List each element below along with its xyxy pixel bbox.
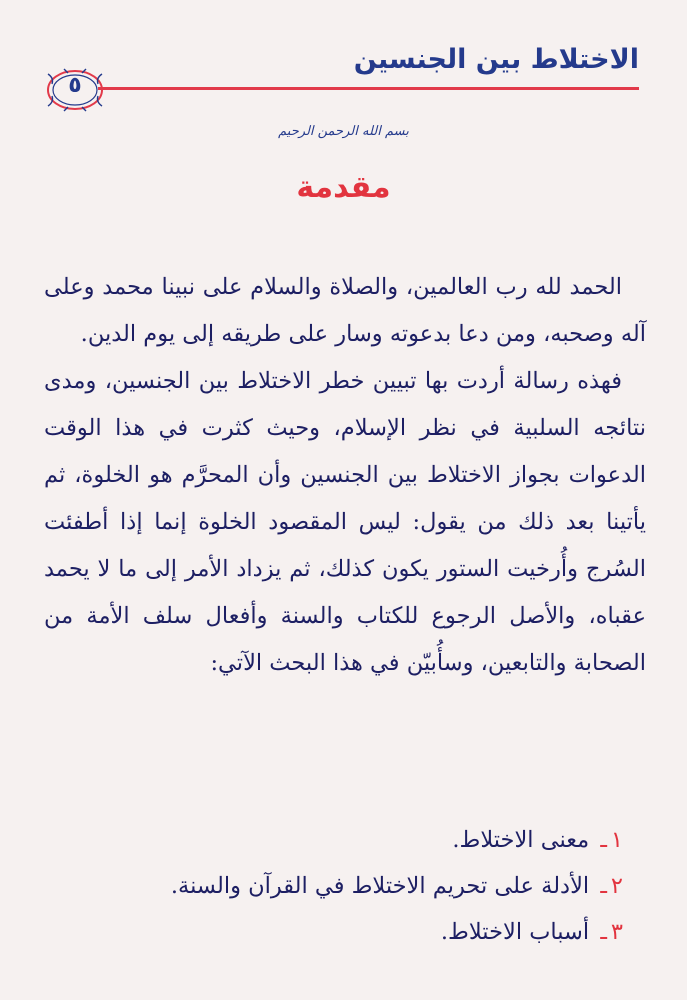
list-item [43,817,623,863]
paragraph: الحمد لله رب العالمين، والصلاة والسلام على نبينا محمد وعلى آله وصحبه، ومن دعا بدعوته وسار على طريقه إلى يوم الدين. [44,274,646,347]
section-heading: مقدمة [296,170,391,205]
list-text: أسباب الاختلاط. [440,919,590,945]
list-dash: ـ [600,827,607,853]
list-item [43,863,623,909]
paragraph: فهذه رسالة أردت بها تبيين خطر الاختلاط بين الجنسين، ومدى نتائجه السلبية في نظر الإسلام، وحيث كثرت في هذا الوقت الدعوات بجواز الاختلاط بين الجنسين وأن المحرَّم هو الخلوة، ثم يأتينا بعد ذلك من يقول: ليس المقصود الخلوة إنما إذا أطفئت السُرج وأُرخيت الستور يكون كذلك، ثم يزداد الأمر إلى ما لا يحمد عقباه، والأصل الرجوع للكتاب والسنة وأفعال سلف الأمة من الصحابة والتابعين، وسأُبيّن في هذا البحث الآتي: [44,368,646,676]
list-number: ٢ [610,873,623,899]
topic-list [43,817,623,955]
list-text: معنى الاختلاط. [452,827,590,853]
list-item [43,909,623,955]
list-number: ٣ [610,919,623,945]
list-number: ١ [610,827,623,853]
running-title: الاختلاط بين الجنسين [353,44,639,75]
page-number-badge [42,64,108,116]
body-text [44,264,646,687]
list-text: الأدلة على تحريم الاختلاط في القرآن والسنة. [170,873,590,899]
list-dash: ـ [600,873,607,899]
list-dash: ـ [600,919,607,945]
basmala: بسم الله الرحمن الرحيم [278,124,409,139]
page-number: ٥ [68,73,82,98]
header-rule [98,87,639,90]
